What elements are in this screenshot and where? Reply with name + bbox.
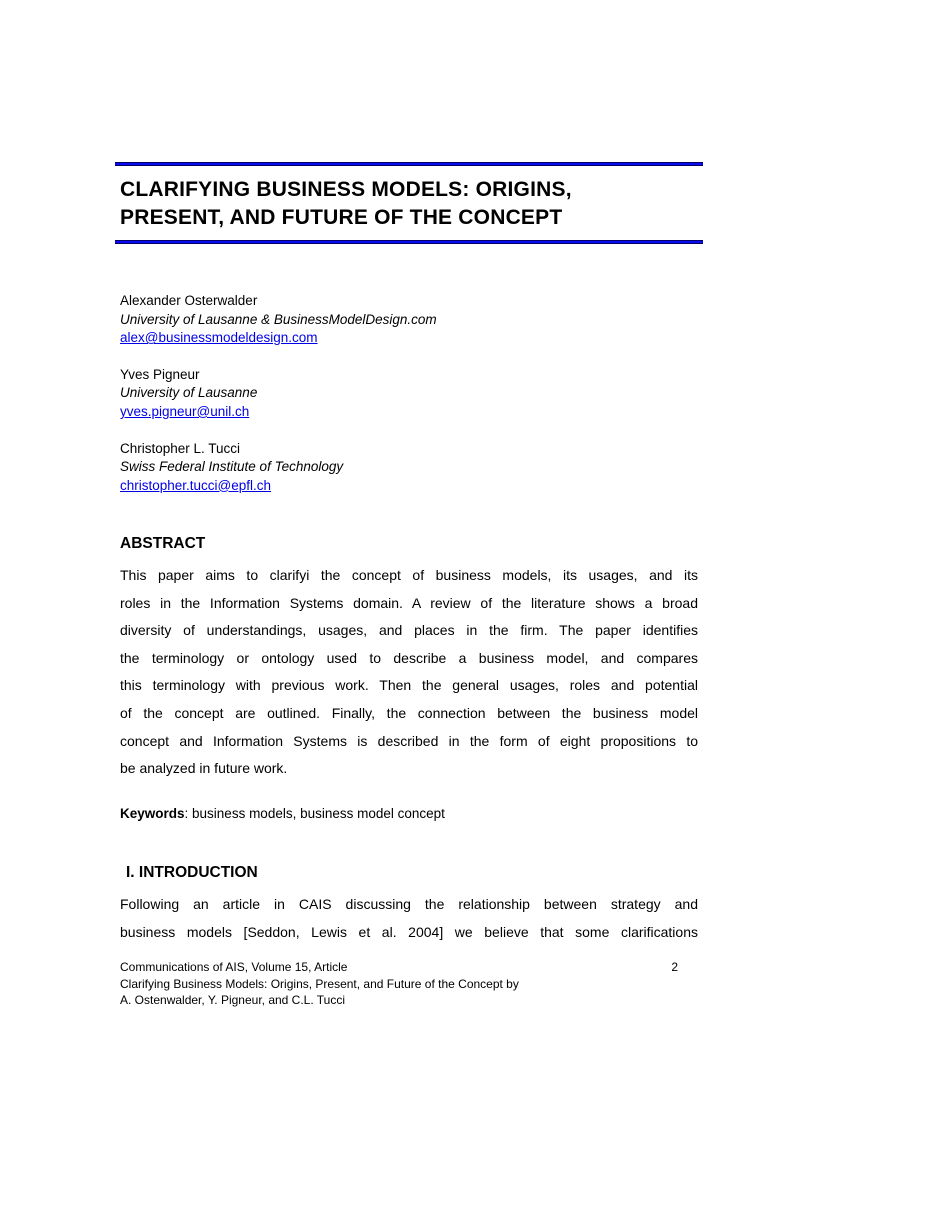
introduction-line: business models [Seddon, Lewis et al. 2004] we believe that some clarifications: [120, 923, 698, 940]
abstract-line: be analyzed in future work.: [120, 760, 288, 777]
footer-authors-line: A. Ostenwalder, Y. Pigneur, and C.L. Tucci: [120, 993, 346, 1008]
introduction-heading: I. INTRODUCTION: [126, 864, 258, 881]
keywords-text: : business models, business model concept: [184, 806, 445, 821]
keywords-label: Keywords: [120, 806, 185, 821]
abstract-line: diversity of understandings, usages, and places in the firm. The paper identifies: [120, 622, 698, 639]
abstract-paragraph: [120, 562, 698, 783]
abstract-line: of the concept are outlined. Finally, the connection between the business model: [120, 704, 698, 721]
page-title: [120, 176, 698, 232]
abstract-heading: ABSTRACT: [120, 535, 206, 552]
author-affiliation: University of Lausanne & BusinessModelDesign.com: [120, 311, 437, 327]
introduction-paragraph: [120, 891, 698, 946]
page-title-line1: CLARIFYING BUSINESS MODELS: ORIGINS,: [120, 178, 572, 201]
author-name: Yves Pigneur: [120, 366, 200, 382]
author-list: [120, 292, 698, 513]
abstract-line: This paper aims to clarifyi the concept of business models, its usages, and its: [120, 567, 698, 583]
author-email-link[interactable]: christopher.tucci@epfl.ch: [120, 477, 272, 493]
author-block: [120, 292, 698, 348]
footer-title-line: Clarifying Business Models: Origins, Present, and Future of the Concept by: [120, 976, 519, 991]
title-rule-top: [115, 162, 703, 166]
abstract-line: this terminology with previous work. Then the general usages, roles and potential: [120, 677, 698, 694]
page-title-line2: PRESENT, AND FUTURE OF THE CONCEPT: [120, 206, 563, 229]
author-name: Christopher L. Tucci: [120, 440, 241, 456]
author-name: Alexander Osterwalder: [120, 293, 258, 308]
author-block: [120, 440, 698, 496]
abstract-line: the terminology or ontology used to describe a business model, and compares: [120, 649, 698, 666]
author-affiliation: Swiss Federal Institute of Technology: [120, 459, 344, 475]
author-email-link[interactable]: alex@businessmodeldesign.com: [120, 330, 318, 346]
author-email-link[interactable]: yves.pigneur@unil.ch: [120, 403, 250, 419]
footer-journal-line: Communications of AIS, Volume 15, Article: [120, 960, 348, 974]
author-affiliation: University of Lausanne: [120, 385, 258, 401]
page-number: 2: [671, 960, 678, 974]
introduction-line: Following an article in CAIS discussing the relationship between strategy and: [120, 896, 698, 912]
abstract-line: roles in the Information Systems domain. A review of the literature shows a broad: [120, 594, 698, 611]
keywords-line: [120, 806, 698, 821]
author-block: [120, 366, 698, 422]
page-footer: [120, 959, 698, 1009]
title-rule-bottom: [115, 240, 703, 244]
abstract-line: concept and Information Systems is described in the form of eight propositions to: [120, 732, 698, 749]
